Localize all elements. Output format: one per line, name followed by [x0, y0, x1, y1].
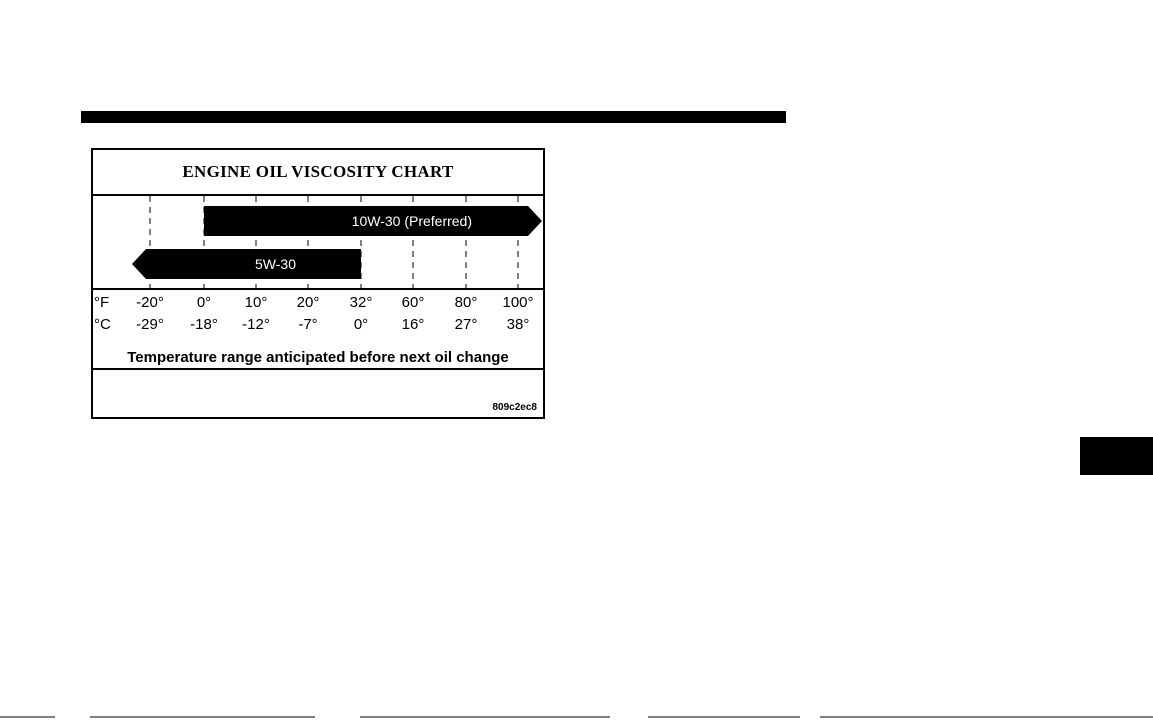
bars	[132, 206, 542, 279]
tick-f-0: -20°	[136, 294, 164, 311]
tick-c-5: 16°	[401, 316, 425, 333]
viscosity-chart	[91, 148, 545, 419]
tick-f-2: 10°	[244, 294, 268, 311]
chart-plot	[93, 150, 543, 417]
bar-label-0: 10W-30 (Preferred)	[351, 213, 472, 229]
bar-label-1: 5W-30	[255, 256, 296, 272]
tick-c-7: 38°	[506, 316, 530, 333]
tick-c-1: -18°	[190, 316, 218, 333]
tick-f-5: 60°	[401, 294, 425, 311]
tick-c-3: -7°	[298, 316, 318, 333]
tick-c-2: -12°	[242, 316, 270, 333]
tick-f-1: 0°	[196, 294, 212, 311]
tick-c-0: -29°	[136, 316, 164, 333]
x-axis-label: Temperature range anticipated before next oil change	[127, 349, 509, 366]
tick-c-4: 0°	[353, 316, 369, 333]
top-rule	[81, 111, 786, 123]
unit-label-c: °C	[94, 316, 111, 333]
bar-5w30	[132, 249, 361, 279]
footer-marks	[0, 714, 1153, 721]
tick-f-7: 100°	[502, 294, 534, 311]
unit-label-f: °F	[94, 294, 110, 311]
figure-code: 809c2ec8	[492, 402, 537, 413]
tick-f-3: 20°	[296, 294, 320, 311]
tick-c-6: 27°	[454, 316, 478, 333]
tick-labels	[94, 294, 534, 333]
tick-f-6: 80°	[454, 294, 478, 311]
tick-f-4: 32°	[349, 294, 373, 311]
chart-title: ENGINE OIL VISCOSITY CHART	[182, 162, 454, 181]
section-tab	[1080, 437, 1153, 475]
